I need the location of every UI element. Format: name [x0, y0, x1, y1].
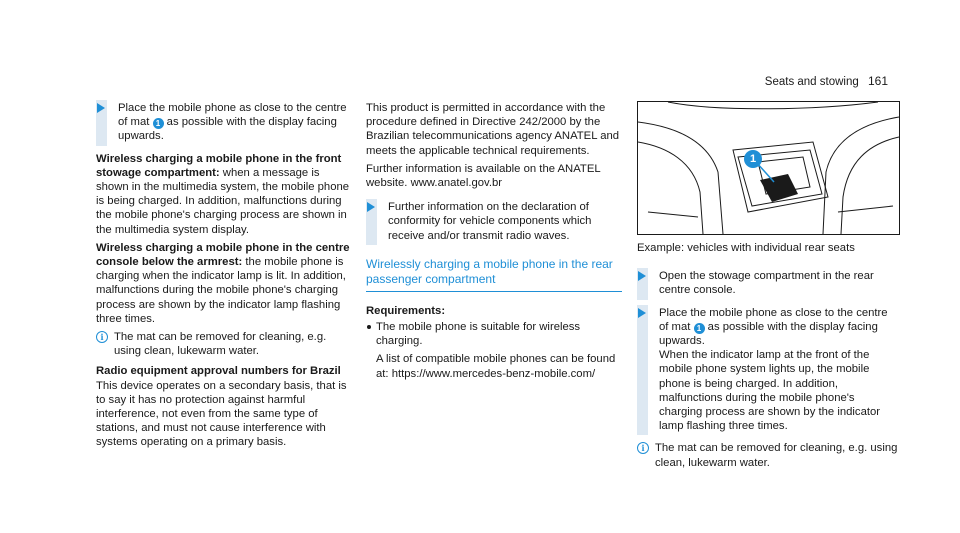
step-arrow-icon	[638, 308, 646, 318]
step-text: Place the mobile phone as close to the centre of mat	[118, 102, 347, 129]
note	[637, 441, 899, 469]
figure-caption: Example: vehicles with individual rear seats	[637, 242, 855, 254]
paragraph-text: when a message is shown in the multimedia system, the mobile phone is being charged. In addition, malfunctions during the mobile phone's charging process are shown in the multimedia system display.	[96, 166, 350, 236]
requirement-item: The mobile phone is suitable for wireless charging.	[366, 320, 622, 348]
instruction-step	[637, 269, 899, 297]
radio-approval-text: This device operates on a secondary basis, that is to say it has no protection against harmful interference, not even from the same type of stations, and must not cause interference with systems operating on a primary basis.	[96, 379, 347, 449]
step-arrow-icon	[97, 103, 105, 113]
paragraph-title: Wireless charging a mobile phone in the centre console below the armrest:	[96, 241, 350, 269]
step-arrow-icon	[367, 202, 375, 212]
column-left	[96, 101, 351, 454]
step-text: Open the stowage compartment in the rear centre console.	[659, 270, 874, 297]
console-illustration	[637, 101, 900, 235]
anatel-website-paragraph: Further information is available on the ANATEL website. www.anatel.gov.br	[366, 162, 601, 190]
step-text: Place the mobile phone as close to the centre of mat	[659, 306, 888, 333]
charging-mat	[760, 174, 798, 202]
column-right	[637, 101, 899, 476]
note-text: The mat can be removed for cleaning, e.g. using clean, lukewarm water.	[655, 442, 898, 469]
step-text: Further information on the declaration of conformity for vehicle components which receive and/or transmit radio waves.	[388, 201, 592, 242]
rear-console-drawing	[638, 102, 899, 234]
paragraph-title: Wireless charging a mobile phone in the front stowage compartment:	[96, 152, 342, 179]
instruction-step	[366, 200, 622, 243]
note	[96, 330, 351, 358]
page-header	[765, 74, 888, 89]
page-number: 161	[867, 74, 888, 88]
instruction-step	[96, 101, 351, 144]
info-icon: i	[637, 442, 649, 454]
section-name: Seats and stowing	[764, 76, 859, 88]
paragraph-text: the mobile phone is charging when the indicator lamp is lit. In addition, malfunctions during the mobile phone's charging process are shown by the indicator lamp flashing three times.	[96, 256, 346, 325]
info-icon: i	[96, 331, 108, 343]
instruction-step	[637, 306, 899, 434]
paragraph-centre-charging	[96, 241, 351, 326]
figure-callout-marker: 1	[744, 150, 762, 168]
compatible-phones-info: A list of compatible mobile phones can be found at: https://www.mercedes-benz-mobile.com/	[376, 353, 616, 380]
callout-marker: 1	[153, 118, 164, 129]
anatel-paragraph: This product is permitted in accordance with the procedure defined in Directive 242/2000 by the Brazilian telecommunications agency ANATEL and meets the applicable technical requirements.	[366, 102, 620, 157]
section-heading: Wirelessly charging a mobile phone in the rear passenger compartment	[366, 257, 622, 292]
requirements-label: Requirements:	[366, 304, 446, 317]
step-text: as possible with the display facing upwards.	[118, 116, 337, 143]
note-text: The mat can be removed for cleaning, e.g. using clean, lukewarm water.	[114, 331, 327, 358]
radio-approval-title: Radio equipment approval numbers for Brazil	[96, 365, 341, 378]
callout-marker: 1	[694, 323, 705, 334]
step-detail: When the indicator lamp at the front of the mobile phone system lights up, the mobile phone is being charged. In addition, malfunctions during the mobile phone's charging process are shown by the indicator lamp flashing three times.	[659, 349, 881, 433]
step-arrow-icon	[638, 271, 646, 281]
step-text: as possible with the display facing upwards.	[659, 320, 878, 348]
column-middle	[366, 101, 622, 381]
paragraph-front-charging	[96, 152, 351, 237]
